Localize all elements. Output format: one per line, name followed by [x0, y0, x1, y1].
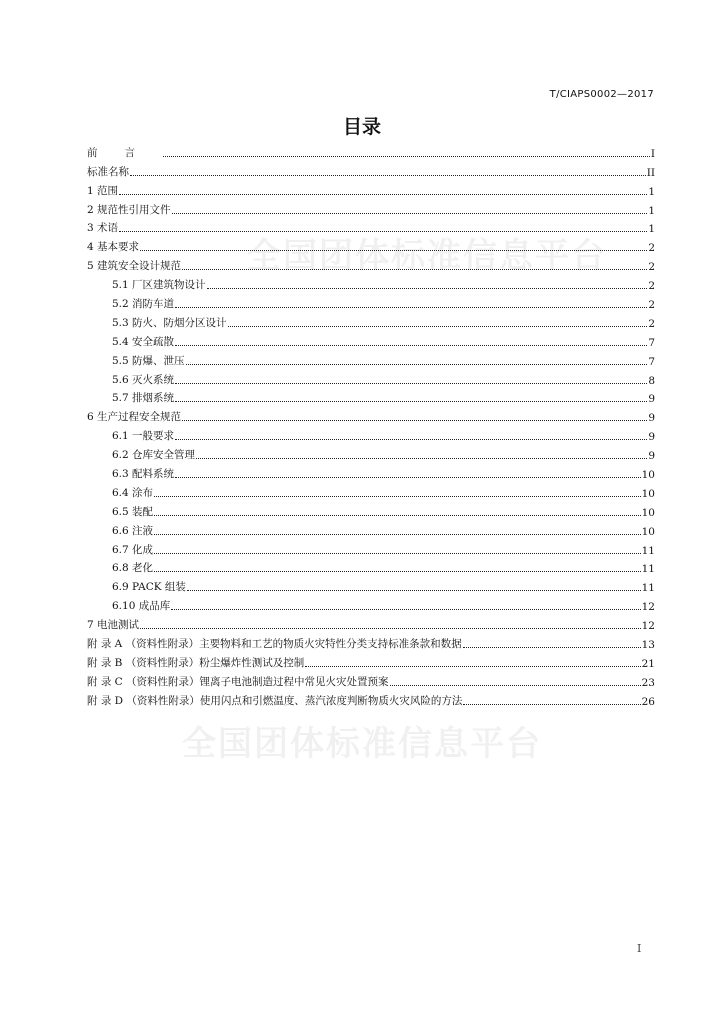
page-number: I: [637, 942, 642, 955]
toc-entry[interactable]: [87, 254, 655, 273]
toc-entry-label: 6.3 配料系统: [112, 468, 175, 481]
toc-entry-label: 5.3 防火、防烟分区设计: [112, 316, 227, 329]
toc-entry-label: 6.10 成品库: [112, 600, 171, 613]
dot-leader: [305, 665, 640, 667]
dot-leader: [182, 419, 647, 421]
dot-leader: [175, 382, 647, 384]
toc-entry[interactable]: [87, 538, 655, 557]
toc-entry-page: 23: [641, 676, 655, 689]
toc-entry-page: 10: [641, 469, 655, 482]
dot-leader: [463, 703, 640, 705]
toc-entry[interactable]: [87, 575, 655, 594]
toc-entry-page: 7: [648, 336, 655, 349]
watermark-text: 全国团体标准信息平台: [247, 236, 607, 276]
toc-entry-label: 5.5 防爆、泄压: [112, 354, 185, 367]
toc-entry[interactable]: [87, 311, 655, 330]
toc-entry[interactable]: [87, 179, 655, 198]
toc-entry-page: 1: [648, 185, 655, 198]
dot-leader: [175, 344, 647, 346]
dot-leader: [154, 533, 641, 535]
toc-entry[interactable]: [87, 632, 655, 651]
toc-entry-page: 21: [641, 657, 655, 670]
toc-entry-label: 6.8 老化: [112, 562, 154, 575]
toc-entry-page: 9: [648, 431, 655, 444]
toc-entry-page: I: [650, 147, 655, 160]
toc-entry-label: 附 录 B （资料性附录）粉尘爆炸性测试及控制: [87, 656, 305, 669]
toc-entry-label: 前言: [87, 146, 162, 159]
toc-entry-page: 10: [641, 525, 655, 538]
dot-leader: [119, 230, 647, 232]
toc-entry-label: 1 范围: [87, 184, 119, 197]
toc-entry-label: 6.1 一般要求: [112, 430, 175, 443]
toc-entry-page: 10: [641, 487, 655, 500]
toc-entry-label: 附 录 C （资料性附录）锂离子电池制造过程中常见火灾处置预案: [87, 675, 389, 688]
toc-entry-label: 3 术语: [87, 222, 119, 235]
toc-entry[interactable]: [87, 141, 655, 160]
toc-entry-page: 1: [648, 223, 655, 236]
dot-leader: [463, 646, 641, 648]
toc-entry[interactable]: [87, 500, 655, 519]
toc-entry-label: 6 生产过程安全规范: [87, 411, 182, 424]
dot-leader: [154, 495, 641, 497]
toc-entry-label: 标准名称: [87, 165, 129, 178]
toc-entry[interactable]: [87, 519, 655, 538]
watermark-text: 全国团体标准信息平台: [182, 724, 542, 764]
toc-entry[interactable]: [87, 235, 655, 254]
toc-entry[interactable]: [87, 424, 655, 443]
toc-entry-page: 1: [648, 204, 655, 217]
toc-entry[interactable]: [87, 198, 655, 217]
toc-entry-page: 2: [648, 261, 655, 274]
toc-entry-label: 6.5 装配: [112, 505, 154, 518]
toc-entry[interactable]: [87, 217, 655, 236]
toc-entry-page: 10: [641, 506, 655, 519]
dot-leader: [172, 212, 648, 214]
toc-entry-label: 5.7 排烟系统: [112, 392, 175, 405]
toc-entry-page: 7: [648, 355, 655, 368]
toc-entry-label: 7 电池测试: [87, 619, 140, 632]
dot-leader: [154, 514, 641, 516]
toc-entry[interactable]: [87, 670, 655, 689]
toc-entry-label: 6.7 化成: [112, 543, 154, 556]
dot-leader: [175, 438, 647, 440]
toc-entry[interactable]: [87, 689, 655, 708]
toc-entry-label: 5.2 消防车道: [112, 298, 175, 311]
toc-entry-label: 6.4 涂布: [112, 486, 154, 499]
toc-entry[interactable]: [87, 330, 655, 349]
toc-entry-label: 5.4 安全疏散: [112, 335, 175, 348]
toc-entry[interactable]: [87, 292, 655, 311]
dot-leader: [175, 400, 647, 402]
dot-leader: [163, 155, 650, 157]
toc-entry[interactable]: [87, 160, 655, 179]
toc-entry[interactable]: [87, 443, 655, 462]
dot-leader: [171, 608, 640, 610]
toc-entry-label: 4 基本要求: [87, 241, 140, 254]
toc-entry-label: 5 建筑安全设计规范: [87, 260, 182, 273]
toc-entry-page: 11: [641, 544, 655, 557]
dot-leader: [196, 457, 647, 459]
dot-leader: [175, 306, 647, 308]
dot-leader: [130, 174, 646, 176]
toc-entry[interactable]: [87, 481, 655, 500]
dot-leader: [175, 476, 641, 478]
toc-entry-label: 附 录 D （资料性附录）使用闪点和引燃温度、蒸汽浓度判断物质火灾风险的方法: [87, 694, 463, 707]
dot-leader: [140, 627, 641, 629]
toc-entry-page: 12: [641, 601, 655, 614]
toc-entry-label: 5.6 灭火系统: [112, 373, 175, 386]
dot-leader: [154, 552, 641, 554]
toc-entry-page: 9: [648, 412, 655, 425]
toc-entry-label: 6.9 PACK 组装: [112, 581, 186, 594]
toc-entry[interactable]: [87, 462, 655, 481]
toc-entry-label: 5.1 厂区建筑物设计: [112, 279, 206, 292]
toc-entry[interactable]: [87, 613, 655, 632]
toc-entry[interactable]: [87, 405, 655, 424]
dot-leader: [207, 287, 648, 289]
toc-entry-label: 2 规范性引用文件: [87, 203, 171, 216]
toc-entry-page: 2: [648, 299, 655, 312]
dot-leader: [390, 684, 641, 686]
dot-leader: [154, 570, 641, 572]
dot-leader: [119, 193, 647, 195]
page-title: 目录: [342, 116, 381, 138]
dot-leader: [187, 589, 641, 591]
toc-entry-page: 9: [648, 393, 655, 406]
dot-leader: [186, 363, 648, 365]
toc-entry[interactable]: [87, 387, 655, 406]
toc-entry[interactable]: [87, 368, 655, 387]
dot-leader: [140, 249, 647, 251]
toc-entry[interactable]: [87, 273, 655, 292]
toc-entry-page: 12: [641, 620, 655, 633]
toc-entry[interactable]: [87, 594, 655, 613]
toc-entry-page: 2: [648, 242, 655, 255]
toc-entry-page: II: [646, 166, 655, 179]
toc-entry-page: 13: [641, 639, 655, 652]
toc-entry[interactable]: [87, 651, 655, 670]
toc-entry-page: 8: [648, 374, 655, 387]
document-code: T/CIAPS0002—2017: [549, 89, 654, 100]
toc-entry-page: 11: [641, 582, 655, 595]
toc-entry-page: 11: [641, 563, 655, 576]
toc-entry-label: 6.2 仓库安全管理: [112, 449, 196, 462]
toc-entry-label: 6.6 注液: [112, 524, 154, 537]
toc-entry[interactable]: [87, 557, 655, 576]
toc-entry-page: 26: [641, 695, 655, 708]
toc-entry-label: 附 录 A （资料性附录）主要物料和工艺的物质火灾特性分类支持标准条款和数据: [87, 638, 462, 651]
dot-leader: [182, 268, 647, 270]
table-of-contents: [87, 141, 655, 708]
toc-entry[interactable]: [87, 349, 655, 368]
dot-leader: [228, 325, 648, 327]
toc-entry-page: 2: [648, 317, 655, 330]
toc-entry-page: 2: [648, 280, 655, 293]
toc-entry-page: 9: [648, 450, 655, 463]
